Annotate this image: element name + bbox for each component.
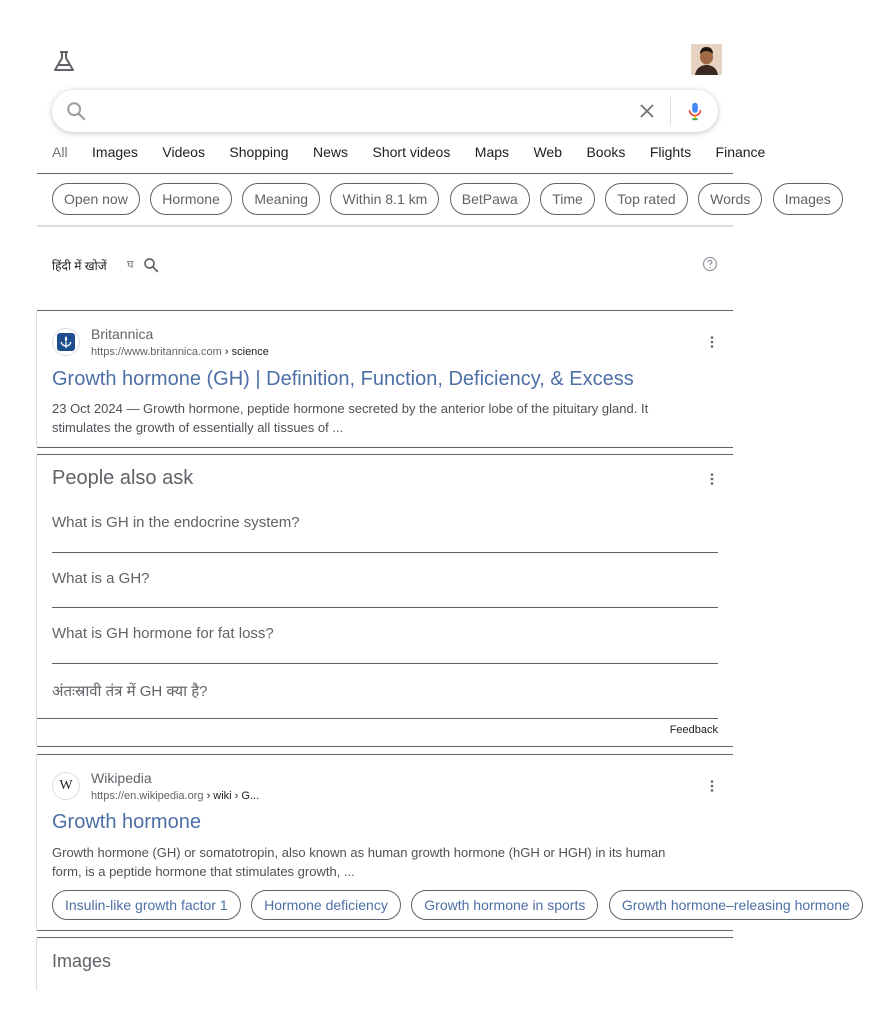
result-title-link[interactable]: Growth hormone (GH) | Definition, Function, Deficiency, & Excess [52,368,634,390]
chip-meaning[interactable]: Meaning [242,183,320,215]
hindi-search-link[interactable]: हिंदी में खोजें [52,259,107,273]
search-icon [65,100,87,122]
section-divider [37,937,733,938]
sub-link-igf1[interactable]: Insulin-like growth factor 1 [52,890,241,920]
flask-icon[interactable] [52,50,76,72]
images-section-heading: Images [52,951,112,971]
card-border [36,755,37,931]
section-divider [37,930,733,931]
chip-top-rated[interactable]: Top rated [605,183,687,215]
search-divider [670,97,671,125]
search-box [52,90,718,132]
tab-short-videos[interactable]: Short videos [372,144,451,160]
britannica-favicon [52,328,80,356]
paa-divider [37,718,718,719]
paa-question[interactable]: What is GH hormone for fat loss? [52,625,274,642]
chip-words[interactable]: Words [698,183,762,215]
chip-images[interactable]: Images [773,183,843,215]
chip-time[interactable]: Time [540,183,595,215]
section-divider [37,310,733,311]
top-bar [0,0,768,90]
tab-news[interactable]: News [313,144,349,160]
feedback-link[interactable]: Feedback [669,724,718,736]
sub-link-hormone-deficiency[interactable]: Hormone deficiency [251,890,401,920]
chips-divider [37,225,733,227]
card-border [36,938,37,990]
result-title-link[interactable]: Growth hormone [52,811,201,833]
more-options-icon[interactable] [704,334,720,350]
paa-question[interactable]: What is a GH? [52,570,150,587]
paa-question[interactable]: What is GH in the endocrine system? [52,514,300,531]
section-divider [37,754,733,755]
section-divider [37,454,733,455]
result-site-name: Wikipedia [91,770,152,786]
card-border [36,311,37,447]
section-divider [37,746,733,747]
search-result-britannica [52,328,718,438]
result-snippet: 23 Oct 2024 — Growth hormone, peptide hormone secreted by the anterior lobe of the pituitary gland. It stimulates the growth of essentially all tissues of ... [52,401,649,435]
paa-question[interactable]: अंतःस्रावी तंत्र में GH क्या है? [52,683,208,700]
paa-divider [52,607,718,608]
user-avatar[interactable] [691,44,722,75]
hindi-letter: घ [127,259,134,271]
card-border [36,455,37,746]
result-snippet: Growth hormone (GH) or somatotropin, also known as human growth hormone (hGH or HGH) in its human form, is a peptide hormone that stimulates growth, ... [52,845,666,879]
tab-images[interactable]: Images [92,144,138,160]
filter-chips [52,183,831,217]
sub-link-ghrh[interactable]: Growth hormone–releasing hormone [609,890,863,920]
result-url[interactable]: https://www.britannica.com › science [91,346,269,358]
chip-betpawa[interactable]: BetPawa [450,183,530,215]
tab-videos[interactable]: Videos [162,144,205,160]
tab-books[interactable]: Books [586,144,626,160]
wikipedia-favicon: W [52,772,80,800]
chip-hormone[interactable]: Hormone [150,183,232,215]
wikipedia-sub-links [52,890,850,922]
help-icon[interactable] [702,256,718,272]
sub-link-gh-in-sports[interactable]: Growth hormone in sports [411,890,598,920]
tab-web[interactable]: Web [533,144,563,160]
more-options-icon[interactable] [704,471,720,487]
search-input[interactable] [100,98,660,124]
result-site-name: Britannica [91,326,154,342]
chip-open-now[interactable]: Open now [52,183,140,215]
tab-shopping[interactable]: Shopping [229,144,289,160]
hindi-search-row [52,255,718,277]
more-options-icon[interactable] [704,778,720,794]
tab-all[interactable]: All [52,144,68,160]
result-url[interactable]: https://en.wikipedia.org › wiki › G... [91,790,260,802]
paa-divider [52,663,718,664]
close-icon[interactable] [636,100,658,122]
tabs-divider [37,173,733,174]
tab-maps[interactable]: Maps [474,144,510,160]
people-also-ask-heading: People also ask [52,467,194,489]
tab-flights[interactable]: Flights [649,144,692,160]
mic-icon[interactable] [684,100,706,122]
section-divider [37,447,733,448]
chip-within-distance[interactable]: Within 8.1 km [330,183,439,215]
tab-finance[interactable]: Finance [715,144,766,160]
paa-divider [52,552,718,553]
search-tabs [52,132,768,174]
search-result-wikipedia [52,772,718,882]
search-icon[interactable] [142,256,160,274]
